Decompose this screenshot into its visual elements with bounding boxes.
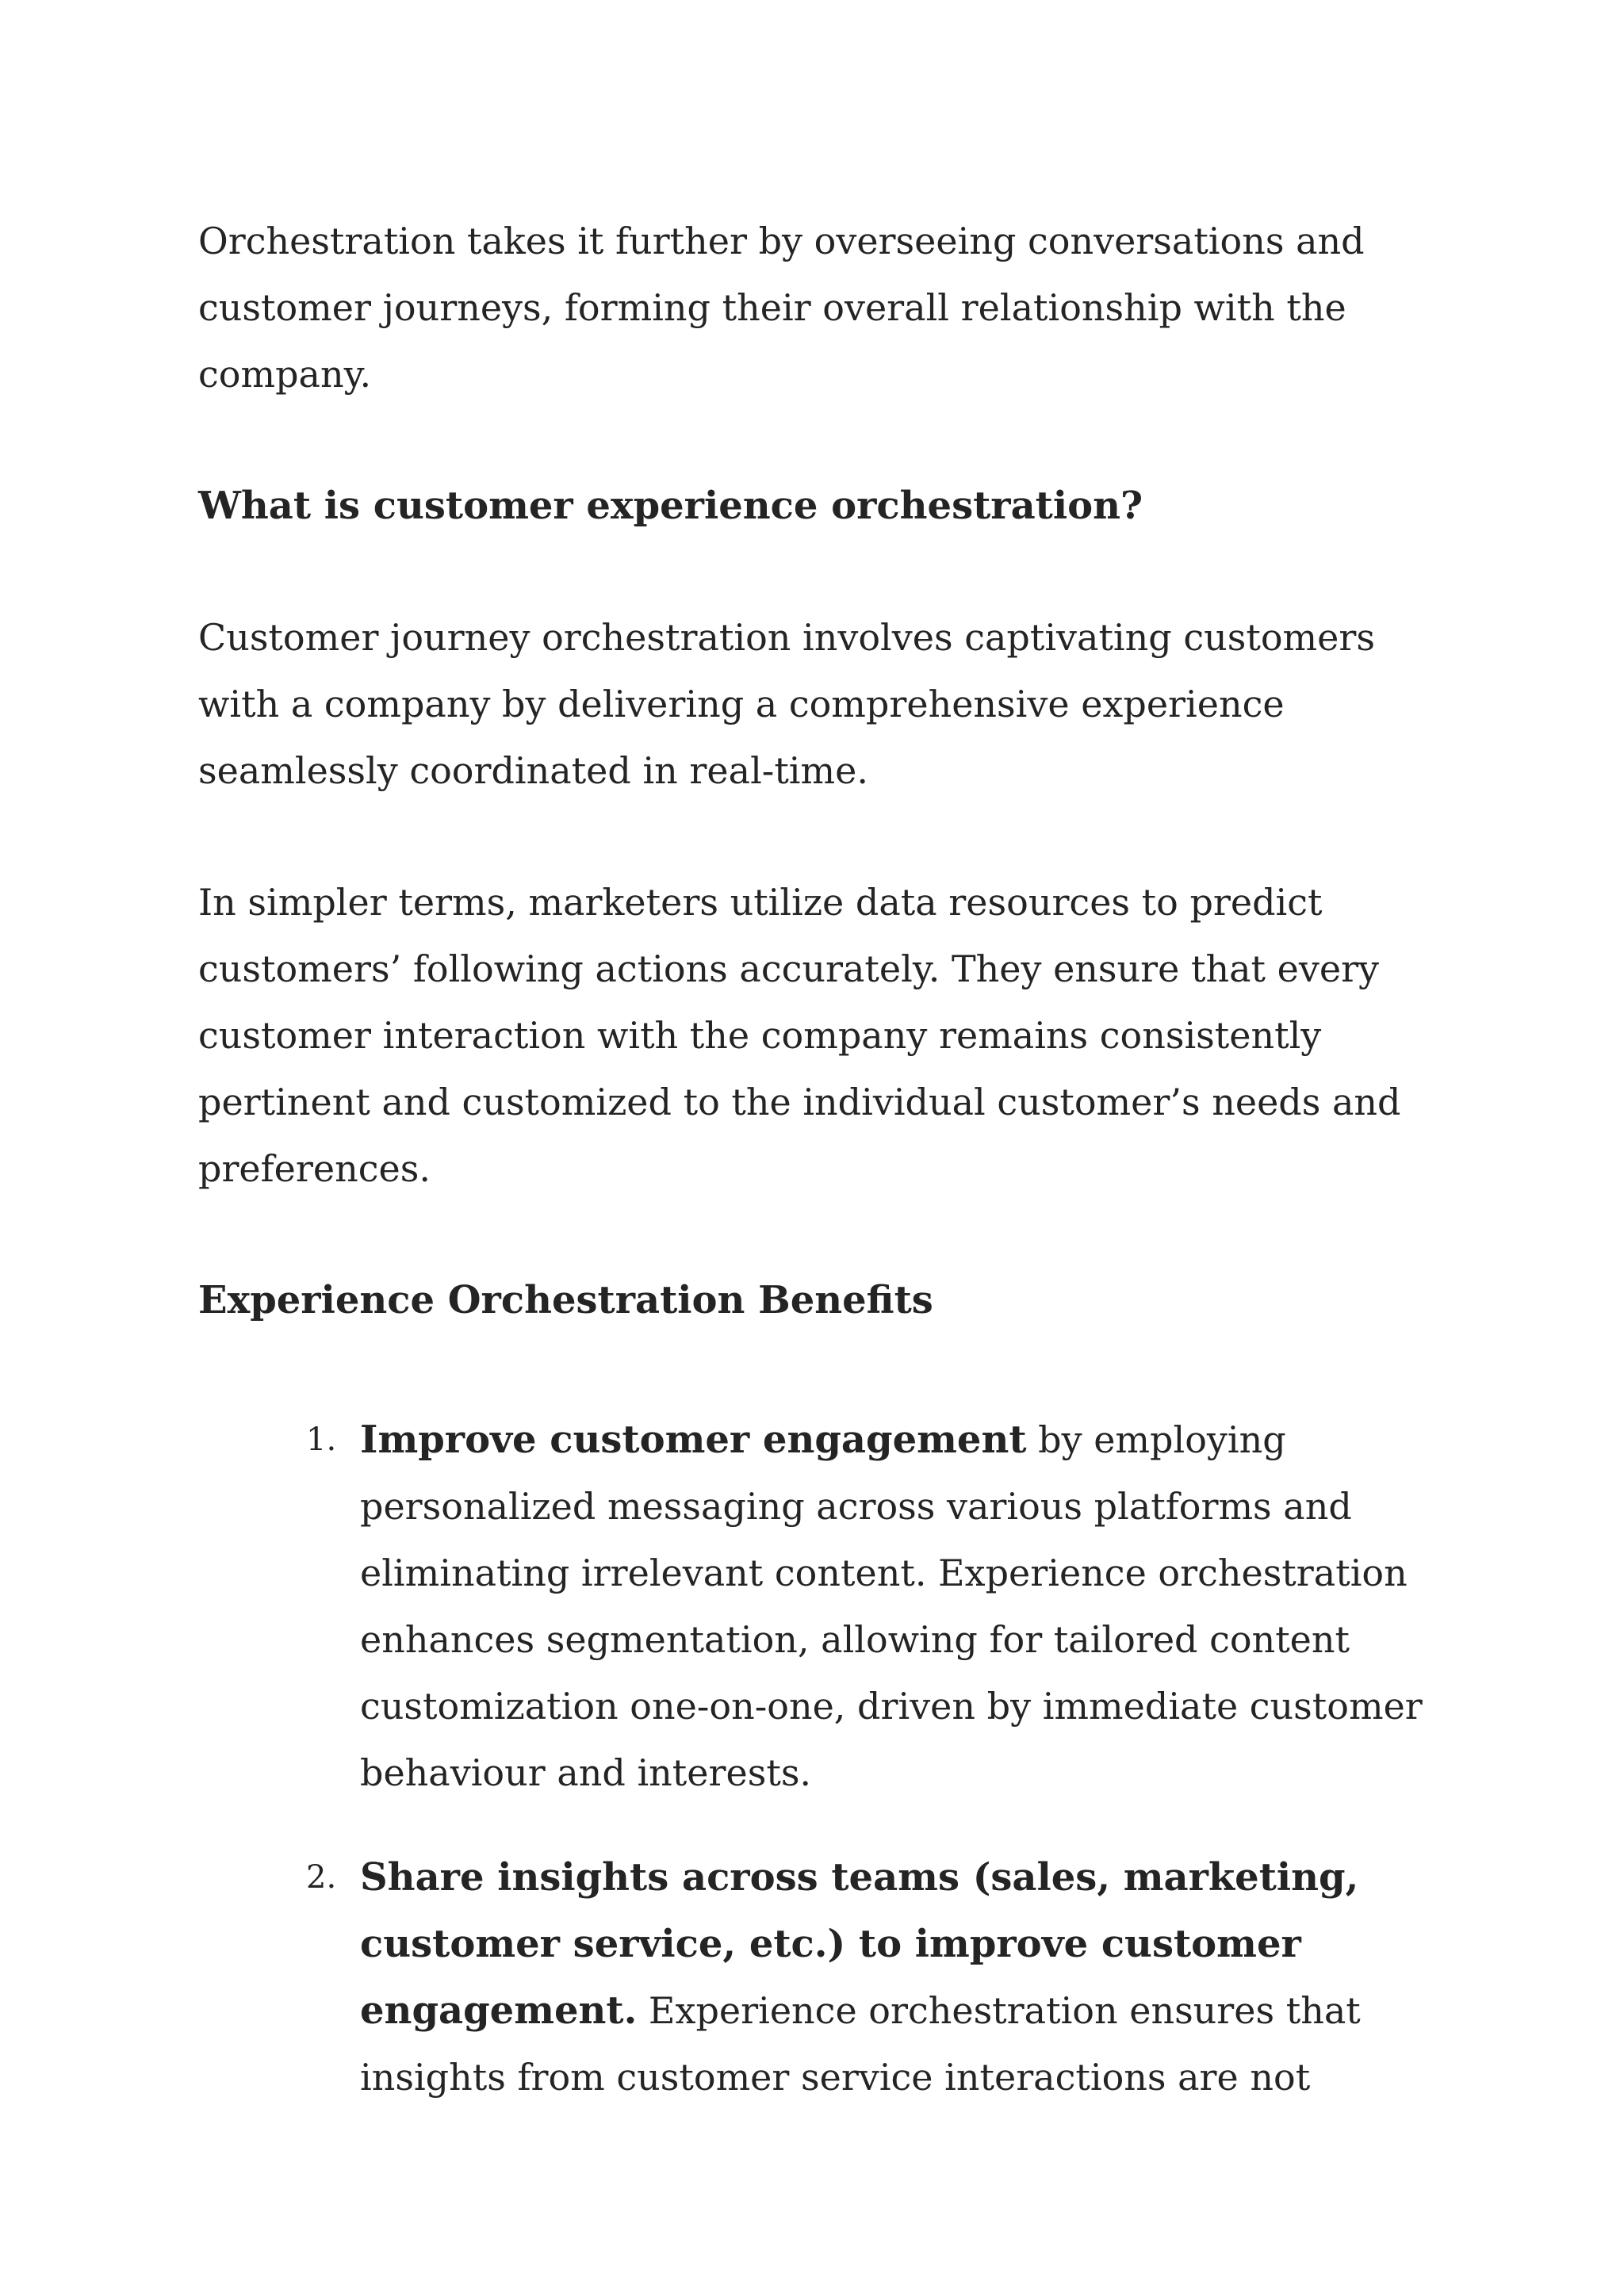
- benefits-list: [198, 1406, 1467, 2110]
- simpler-terms-paragraph: In simpler terms, marketers utilize data resources to predict customers’ following actions accurately. They ensure that every customer interaction with the company remains consistently pertinent and customized to the individual customer’s needs and preferences.: [198, 881, 1401, 1190]
- intro-paragraph: Orchestration takes it further by overseeing conversations and customer journeys, forming their overall relationship with the company.: [198, 220, 1365, 396]
- benefit-description: Experience orchestration ensures that insights from customer service interactions are not: [360, 1989, 1361, 2099]
- benefit-item-2: [198, 1844, 1454, 2110]
- section-heading-what-is: What is customer experience orchestration?: [198, 484, 1143, 528]
- definition-paragraph: Customer journey orchestration involves captivating customers with a company by delivering a comprehensive experience seamlessly coordinated in real-time.: [198, 616, 1375, 792]
- list-number: 1.: [306, 1422, 337, 1458]
- benefit-title: Share insights across teams (sales, marketing, customer service, etc.) to improve customer engagement.: [360, 1855, 1359, 2033]
- article-body: [198, 208, 1467, 2110]
- benefit-description: by employing personalized messaging across various platforms and eliminating irrelevant content. Experience orchestration enhances segmentation, allowing for tailored content customization one-on-one, driven by immediate customer behaviour and interests.: [360, 1418, 1423, 1794]
- list-number: 2.: [306, 1859, 337, 1896]
- section-heading-benefits: Experience Orchestration Benefits: [198, 1278, 933, 1322]
- benefit-item-1: [198, 1406, 1454, 1806]
- benefit-title: Improve customer engagement: [360, 1418, 1027, 1462]
